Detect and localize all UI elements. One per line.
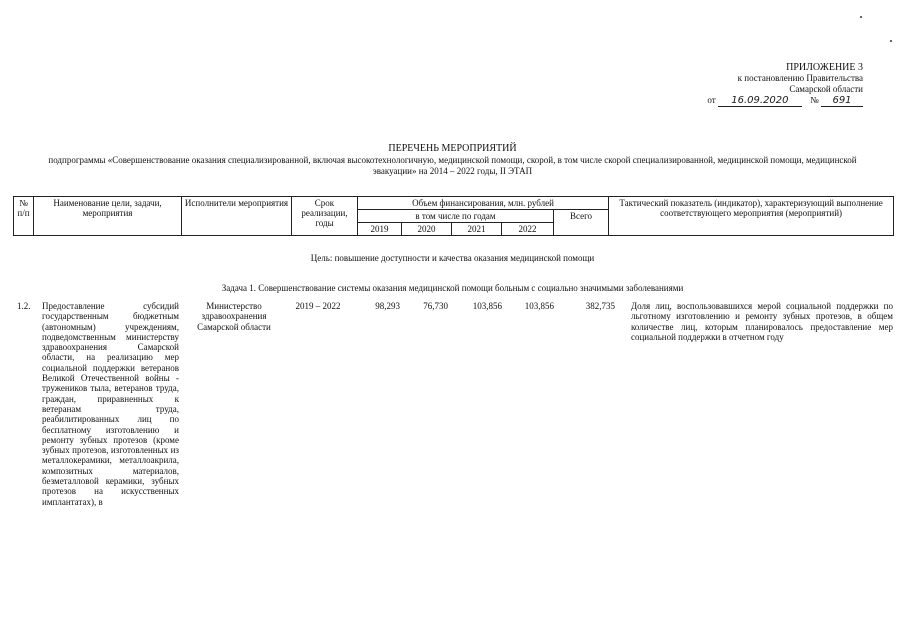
funding-2019: 98,293 <box>375 301 400 311</box>
header-by-years: в том числе по годам <box>358 210 554 223</box>
goal-line: Цель: повышение доступности и качества оказания медицинской помощи <box>310 253 595 263</box>
measure-name: Предоставление субсидий государственным бюджетным (автономным) учреждениям, подведомственным министерству здравоохранения Самарской области, на реализацию мер социальной поддержки ветеранов Великой Отечественной войны - тружеников тыла, ветеранов труда, граждан, приравненных к ветеранам труда, реабилитированных лиц по бесплатному изготовлению и ремонту зубных протезов (кроме зубных протезов, изготовленных из металлокерамики, металлоакрила, композитных материалов, безметалловой керамики, зубных протезов на искусственных имплантатах), в <box>42 301 179 507</box>
header-year: 2020 <box>402 223 452 236</box>
resolution-number: 691 <box>821 95 863 107</box>
header-term: Срок реализации, годы <box>292 197 358 236</box>
header-executors: Исполнители мероприятия <box>182 197 292 236</box>
funding-2020: 76,730 <box>423 301 448 311</box>
resolution-date: 16.09.2020 <box>718 95 802 107</box>
appendix-line2: Самарской области <box>789 84 863 94</box>
funding-total: 382,735 <box>585 301 615 311</box>
document-subtitle: подпрограммы «Совершенствование оказания специализированной, включая высокотехнологичную, медицинской помощи, скорой, в том числе скорой специализированной, медицинской помощи, медицинской эвакуации» на 2014 – 2022 годы, II ЭТАП <box>48 155 857 176</box>
header-num: № п/п <box>14 197 34 236</box>
scan-speck <box>890 40 892 42</box>
document-title: ПЕРЕЧЕНЬ МЕРОПРИЯТИЙ <box>388 143 517 154</box>
funding-2022: 103,856 <box>524 301 554 311</box>
measures-table-header <box>13 196 894 236</box>
header-indicator: Тактический показатель (индикатор), характеризующий выполнение соответствующего мероприятия (мероприятий) <box>609 197 894 236</box>
header-year: 2019 <box>358 223 402 236</box>
header-funding: Объем финансирования, млн. рублей <box>358 197 609 210</box>
appendix-title: ПРИЛОЖЕНИЕ 3 <box>786 62 863 73</box>
header-total: Всего <box>554 210 609 236</box>
appendix-block <box>633 62 863 107</box>
number-label: № <box>810 95 819 105</box>
scan-speck <box>860 16 862 18</box>
measure-term: 2019 – 2022 <box>295 301 341 311</box>
row-number: 1.2. <box>17 301 31 311</box>
measure-executor: Министерство здравоохранения Самарской области <box>197 301 271 332</box>
measure-indicator: Доля лиц, воспользовавшихся мерой социальной поддержки по льготному изготовлению и ремонту зубных протезов, в общем количестве лиц, которым планировалось предоставление мер социальной поддержки в отчетном году <box>631 301 893 342</box>
appendix-date-line <box>633 95 863 107</box>
from-label: от <box>707 95 716 105</box>
appendix-line1: к постановлению Правительства <box>737 73 863 83</box>
header-year: 2021 <box>452 223 502 236</box>
header-name: Наименование цели, задачи, мероприятия <box>34 197 182 236</box>
task-line: Задача 1. Совершенствование системы оказания медицинской помощи больным с социально значимыми заболеваниями <box>221 283 684 293</box>
funding-2021: 103,856 <box>472 301 502 311</box>
header-year: 2022 <box>502 223 554 236</box>
